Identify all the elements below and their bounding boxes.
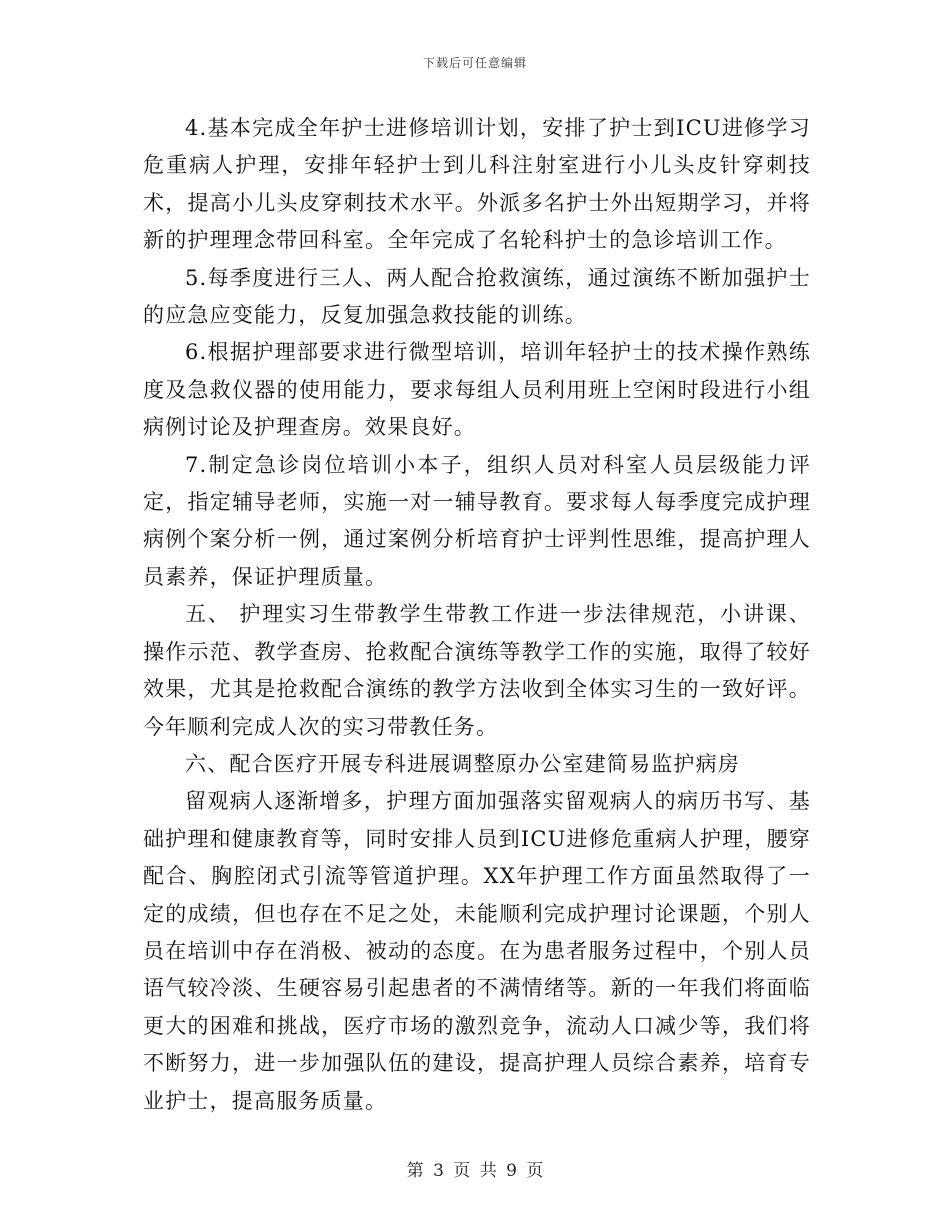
paragraph-item-7: 7.制定急诊岗位培训小本子，组织人员对科室人员层级能力评定，指定辅导老师，实施一对一辅导教育。要求每人每季度完成护理病例个案分析一例，通过案例分析培育护士评判性思维，提高护理人员素养，保证护理质量。: [143, 452, 811, 589]
paragraph-item-5: 5.每季度进行三人、两人配合抢救演练，通过演练不断加强护士的应急应变能力，反复加强急救技能的训练。: [143, 265, 811, 328]
section-six-heading: 六、配合医疗开展专科进展调整原办公室建简易监护病房: [185, 751, 740, 776]
paragraph-item-4: 4.基本完成全年护士进修培训计划，安排了护士到ICU进修学习危重病人护理，安排年轻护士到儿科注射室进行小儿头皮针穿刺技术，提高小儿头皮穿刺技术水平。外派多名护士外出短期学习，并将新的护理理念带回科室。全年完成了名轮科护士的急诊培训工作。: [143, 116, 811, 253]
page-header: 下载后可任意编辑: [422, 56, 527, 70]
section-five-paragraph: 五、 护理实习生带教学生带教工作进一步法律规范，小讲课、操作示范、教学查房、抢救配合演练等教学工作的实施，取得了较好效果，尤其是抢救配合演练的教学方法收到全体实习生的一致好评。今年顺利完成人次的实习带教任务。: [143, 602, 811, 739]
paragraph-item-6: 6.根据护理部要求进行微型培训，培训年轻护士的技术操作熟练度及急救仪器的使用能力，要求每组人员利用班上空闲时段进行小组病例讨论及护理查房。效果良好。: [143, 340, 811, 440]
section-six-paragraph: 留观病人逐渐增多，护理方面加强落实留观病人的病历书写、基础护理和健康教育等，同时安排人员到ICU进修危重病人护理，腰穿配合、胸腔闭式引流等管道护理。XX年护理工作方面虽然取得了一定的成绩，但也存在不足之处，未能顺利完成护理讨论课题，个别人员在培训中存在消极、被动的态度。在为患者服务过程中，个别人员语气较冷淡、生硬容易引起患者的不满情绪等。新的一年我们将面临更大的困难和挑战，医疗市场的激烈竞争，流动人口减少等，我们将不断努力，进一步加强队伍的建设，提高护理人员综合素养，培育专业护士，提高服务质量。: [143, 789, 811, 1113]
document-body: [143, 110, 811, 1120]
page-number: 第 3 页 共 9 页: [406, 1161, 544, 1181]
